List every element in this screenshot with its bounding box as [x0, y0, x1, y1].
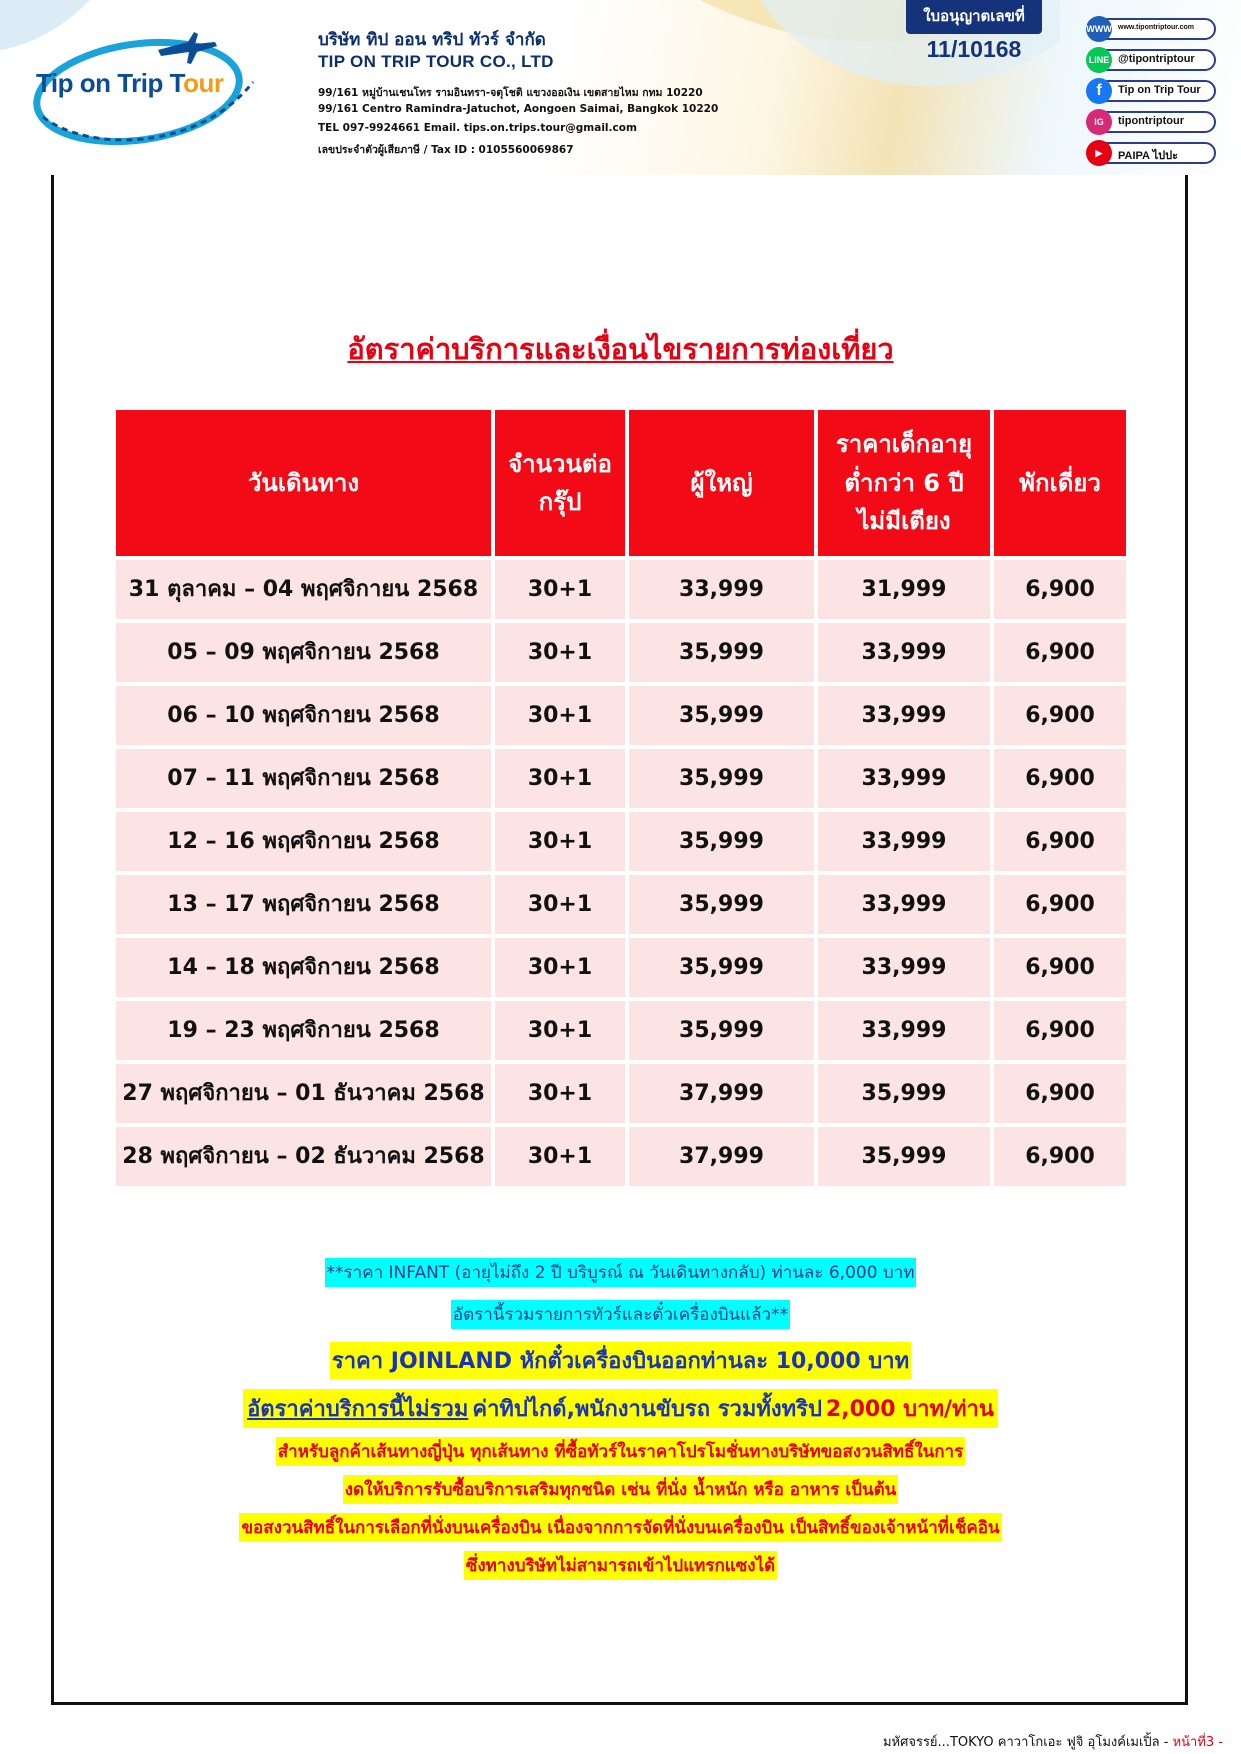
cell-adult: 33,999: [629, 560, 814, 619]
cell-adult: 37,999: [629, 1127, 814, 1186]
youtube-icon: ▶: [1086, 140, 1112, 166]
note-joinland: ราคา JOINLAND หักตั๋วเครื่องบินออกท่านละ 10,000 บาท: [0, 1342, 1241, 1379]
note-tip-excluded: อัตราค่าบริการนี้ไม่รวมค่าทิปไกด์,พนักงานขับรถ รวมทั้งทริป2,000 บาท/ท่าน: [0, 1389, 1241, 1428]
header-adult-price: ผู้ใหญ่: [629, 410, 814, 556]
tax-id: เลขประจำตัวผู้เสียภาษี / Tax ID : 0105560069867: [318, 144, 574, 156]
company-name-english: TIP ON TRIP TOUR CO., LTD: [318, 52, 554, 71]
cell-child: 33,999: [818, 812, 990, 871]
note-promo-line-4: ซึ่งทางบริษัทไม่สามารถเข้าไปแทรกแซงได้: [0, 1551, 1241, 1580]
cell-child: 31,999: [818, 560, 990, 619]
cell-single: 6,900: [994, 875, 1126, 934]
cell-group: 30+1: [495, 1001, 625, 1060]
letterhead: [0, 0, 1241, 175]
cell-child: 33,999: [818, 938, 990, 997]
note-promo-line-2: งดให้บริการรับซื้อบริการเสริมทุกชนิด เช่น ที่นั่ง น้ำหนัก หรือ อาหาร เป็นต้น: [0, 1475, 1241, 1504]
page-number: หน้าที่3 -: [1172, 1735, 1223, 1750]
cell-date: 05 – 09 พฤศจิกายน 2568: [116, 623, 491, 682]
table-row: [116, 1064, 1126, 1123]
table-row: [116, 749, 1126, 808]
cell-child: 35,999: [818, 1127, 990, 1186]
header-departure-date: วันเดินทาง: [116, 410, 491, 556]
cell-date: 28 พฤศจิกายน – 02 ธันวาคม 2568: [116, 1127, 491, 1186]
globe-icon: WWW: [1086, 16, 1112, 42]
cell-child: 33,999: [818, 749, 990, 808]
cell-single: 6,900: [994, 938, 1126, 997]
cell-group: 30+1: [495, 1127, 625, 1186]
cell-date: 07 – 11 พฤศจิกายน 2568: [116, 749, 491, 808]
line-icon: LINE: [1086, 47, 1112, 73]
note-included: อัตรานี้รวมรายการทัวร์และตั๋วเครื่องบินแล้ว**: [0, 1300, 1241, 1329]
cell-date: 31 ตุลาคม – 04 พฤศจิกายน 2568: [116, 560, 491, 619]
social-website[interactable]: WWW www.tipontriptour.com: [1088, 18, 1216, 40]
cell-date: 06 – 10 พฤศจิกายน 2568: [116, 686, 491, 745]
page-footer: มหัศจรรย์...TOKYO คาวาโกเอะ ฟูจิ อุโมงค์เมเปิ้ล - หน้าที่3 -: [882, 1735, 1223, 1750]
cell-child: 33,999: [818, 686, 990, 745]
cell-single: 6,900: [994, 560, 1126, 619]
instagram-icon: IG: [1086, 109, 1112, 135]
cell-single: 6,900: [994, 1127, 1126, 1186]
price-table: [112, 406, 1130, 1190]
cell-date: 27 พฤศจิกายน – 01 ธันวาคม 2568: [116, 1064, 491, 1123]
page-title: อัตราค่าบริการและเงื่อนไขรายการท่องเที่ยว: [347, 332, 894, 366]
cell-group: 30+1: [495, 749, 625, 808]
note-infant-price: **ราคา INFANT (อายุไม่ถึง 2 ปี บริบูรณ์ ณ วันเดินทางกลับ) ท่านละ 6,000 บาท: [0, 1258, 1241, 1287]
cell-adult: 35,999: [629, 812, 814, 871]
social-facebook[interactable]: f Tip on Trip Tour: [1088, 80, 1216, 102]
license-label: ใบอนุญาตเลขที่: [906, 0, 1042, 34]
table-row: [116, 686, 1126, 745]
table-row: [116, 623, 1126, 682]
cell-single: 6,900: [994, 1064, 1126, 1123]
table-row: [116, 1001, 1126, 1060]
cell-group: 30+1: [495, 938, 625, 997]
company-name-thai: บริษัท ทิป ออน ทริป ทัวร์ จำกัด: [318, 30, 546, 50]
cell-single: 6,900: [994, 1001, 1126, 1060]
table-row: [116, 938, 1126, 997]
cell-adult: 35,999: [629, 1001, 814, 1060]
cell-child: 33,999: [818, 623, 990, 682]
cell-adult: 35,999: [629, 875, 814, 934]
cell-group: 30+1: [495, 623, 625, 682]
cell-adult: 35,999: [629, 938, 814, 997]
note-promo-line-3: ขอสงวนสิทธิ์ในการเลือกที่นั่งบนเครื่องบิน เนื่องจากการจัดที่นั่งบนเครื่องบิน เป็นสิทธิ์ของเจ้าหน้าที่เช็คอิน: [0, 1513, 1241, 1542]
contact-info: TEL 097-9924661 Email. tips.on.trips.tour@gmail.com: [318, 122, 637, 134]
cell-group: 30+1: [495, 812, 625, 871]
social-line[interactable]: LINE @tipontriptour: [1088, 49, 1216, 71]
cell-adult: 35,999: [629, 686, 814, 745]
table-row: [116, 1127, 1126, 1186]
cell-adult: 37,999: [629, 1064, 814, 1123]
header-child-price: ราคาเด็กอายุต่ำกว่า 6 ปี ไม่มีเตียง: [818, 410, 990, 556]
table-row: [116, 875, 1126, 934]
license-number: 11/10168: [926, 36, 1022, 62]
address-english: 99/161 Centro Ramindra-Jatuchot, Aongoen Saimai, Bangkok 10220: [318, 103, 719, 115]
cell-adult: 35,999: [629, 749, 814, 808]
header-single-supplement: พักเดี่ยว: [994, 410, 1126, 556]
cell-child: 35,999: [818, 1064, 990, 1123]
cell-single: 6,900: [994, 812, 1126, 871]
cell-child: 33,999: [818, 1001, 990, 1060]
cell-adult: 35,999: [629, 623, 814, 682]
cell-group: 30+1: [495, 560, 625, 619]
cell-date: 13 – 17 พฤศจิกายน 2568: [116, 875, 491, 934]
table-body: [116, 560, 1126, 1186]
cell-date: 12 – 16 พฤศจิกายน 2568: [116, 812, 491, 871]
cell-group: 30+1: [495, 686, 625, 745]
table-header-row: [116, 410, 1126, 556]
note-promo-line-1: สำหรับลูกค้าเส้นทางญี่ปุ่น ทุกเส้นทาง ที่ซื้อทัวร์ในราคาโปรโมชั่นทางบริษัทขอสงวนสิทธิ์ในการ: [0, 1437, 1241, 1466]
cell-group: 30+1: [495, 1064, 625, 1123]
logo-text: Tip on Trip Tour: [36, 68, 224, 98]
table-row: [116, 812, 1126, 871]
cell-single: 6,900: [994, 623, 1126, 682]
header-group-size: จำนวนต่อกรุ๊ป: [495, 410, 625, 556]
cell-single: 6,900: [994, 749, 1126, 808]
social-instagram[interactable]: IG tipontriptour: [1088, 111, 1216, 133]
social-youtube[interactable]: ▶ PAIPA ไปปะ: [1088, 142, 1216, 164]
table-row: [116, 560, 1126, 619]
cell-child: 33,999: [818, 875, 990, 934]
facebook-icon: f: [1086, 78, 1112, 104]
cell-single: 6,900: [994, 686, 1126, 745]
cell-date: 14 – 18 พฤศจิกายน 2568: [116, 938, 491, 997]
cell-date: 19 – 23 พฤศจิกายน 2568: [116, 1001, 491, 1060]
address-thai: 99/161 หมู่บ้านเชนโทร รามอินทรา-จตุโชติ แขวงออเงิน เขตสายไหม กทม 10220: [318, 87, 703, 99]
cell-group: 30+1: [495, 875, 625, 934]
